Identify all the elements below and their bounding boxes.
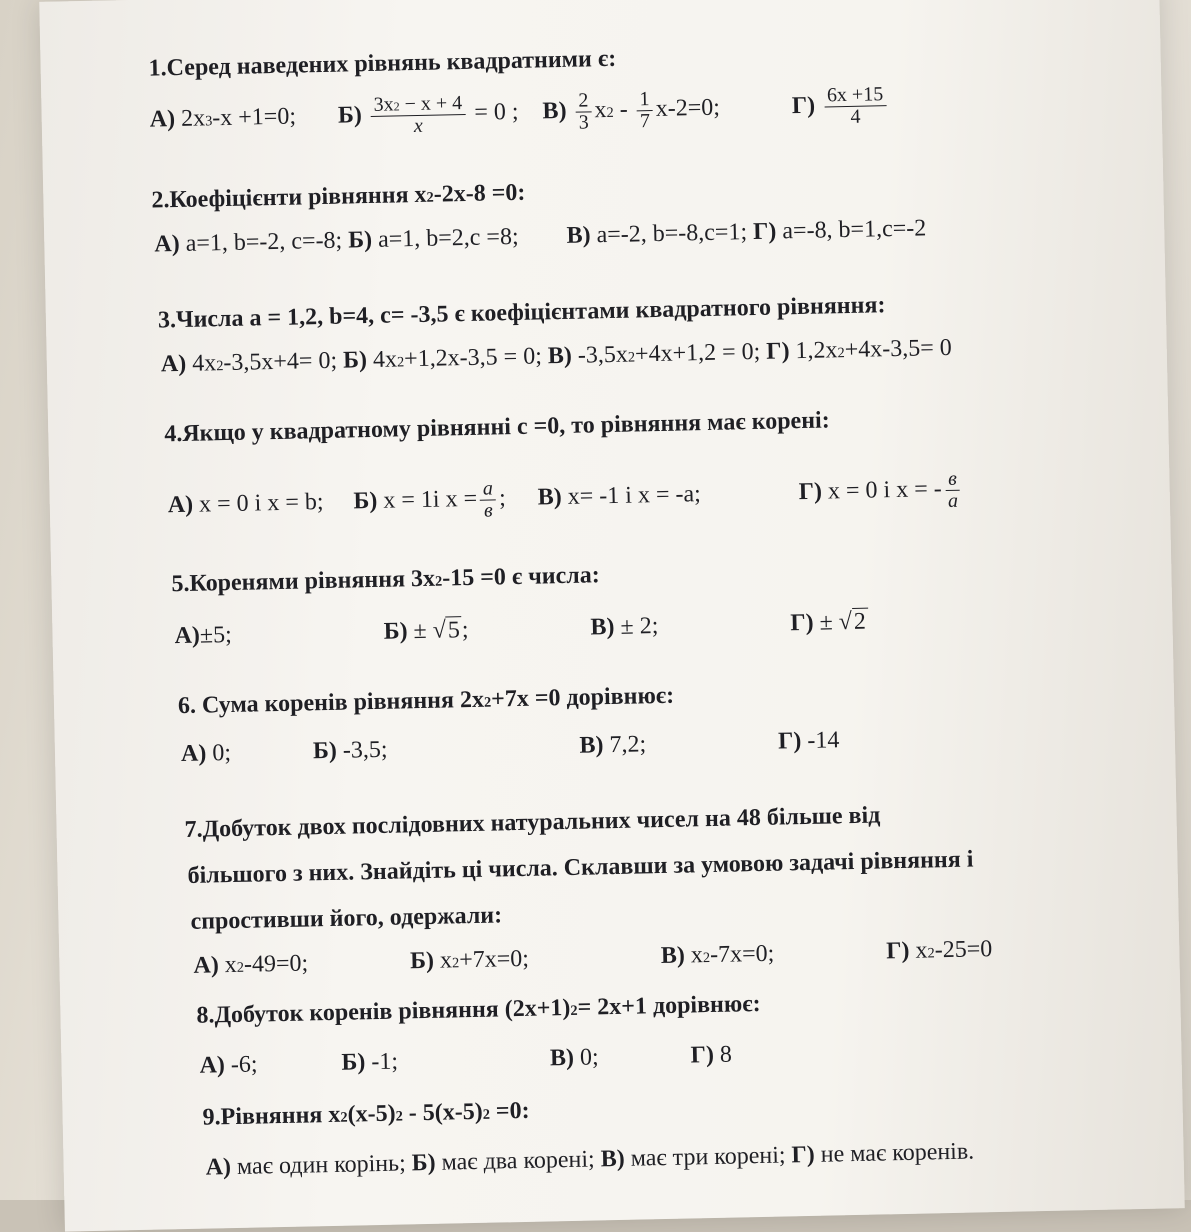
q5-option-a: ±5;	[199, 621, 232, 649]
q5-option-v: ± 2;	[620, 613, 659, 640]
q3-option-b: $4x^2+1,2x-3,5 = 0$;	[372, 343, 543, 373]
q6-options: А) 0; Б) -3,5; В) 7,2; Г) -14	[180, 727, 840, 768]
q4-option-v: x= -1 і x = -a;	[567, 481, 702, 510]
q5-option-b: ± √5;	[413, 617, 469, 645]
q7-line2: більшого з них. Знайдіть ці числа. Склавши за умовою задачі рівняння і	[187, 846, 974, 889]
q4-title: 4.Якщо у квадратному рівнянні c =0, то рівняння має корені:	[164, 407, 830, 448]
q1-title: 1.Серед наведених рівнянь квадратними є:	[148, 45, 617, 82]
q4-options: А) x = 0 і x = b; Б) x = 1і x = $\frac{a}{в}$ ; В) x= -1 і x = -a; Г) x = 0 і x = - $\frac{в}{a}$	[167, 469, 964, 529]
q6-option-g: -14	[807, 727, 840, 754]
q8-option-g: 8	[719, 1041, 733, 1068]
q1-options: А) $2x^3-x +1=0$; Б) $\frac{3x^2 - x + 4}{x}$ = 0 ; В) $\frac{2}{3}$ $x^2$ - $\frac{1}{7}$ x-2=0; Г) $\frac{6x +15}{4}$	[149, 84, 890, 142]
q2-option-g: a=-8, b=1,c=-2	[782, 215, 927, 245]
q7-line1: 7.Добуток двох послідовних натуральних чисел на 48 більше від	[184, 802, 881, 843]
q9-option-a: має один корінь;	[236, 1150, 407, 1180]
q7-option-g: $x^2-25=0$	[915, 936, 993, 964]
q8-option-b: -1;	[371, 1048, 399, 1076]
q2-title: 2.Коефіцієнти рівняння $x^2-2x-8 =0$:	[151, 179, 526, 214]
q4-option-a: x = 0 і x = b;	[198, 489, 324, 518]
q9-title: 9.Рівняння $x^2(x-5)^2 - 5(x-5)^2 =0$:	[202, 1097, 530, 1131]
q4-option-b: x = 1і x = $\frac{a}{в}$ ;	[383, 477, 507, 522]
q1-option-v: $\frac{2}{3}$ $x^2$ - $\frac{1}{7}$ x-2=0;	[572, 95, 726, 124]
q3-title: 3.Числа a = 1,2, b=4, c= -3,5 є коефіцієнтами квадратного рівняння:	[157, 292, 886, 334]
q7-option-a: $x^2-49=0$;	[224, 950, 309, 979]
q1-option-b: $\frac{3x^2 - x + 4}{x}$ = 0 ;	[368, 99, 525, 128]
q2-options: А) a=1, b=-2, c=-8; Б) a=1, b=2,c =8; В) a=-2, b=-8,c=1; Г) a=-8, b=1,c=-2	[154, 215, 927, 258]
worksheet-paper	[39, 0, 1185, 1232]
q7-options: А) $x^2-49=0$; Б) $x^2+7x=0$; В) $x^2-7x=0$; Г) $x^2-25=0$	[193, 936, 993, 979]
q6-option-b: -3,5;	[342, 736, 388, 764]
q5-title: 5.Коренями рівняння $3x^2-15 =0$ є числа:	[171, 562, 600, 598]
q6-option-a: 0;	[212, 740, 232, 767]
q9-options: А) має один корінь; Б) має два корені; В) має три корені; Г) не має коренів.	[205, 1138, 975, 1181]
q8-option-a: -6;	[230, 1051, 258, 1079]
q9-option-b: має два корені;	[441, 1146, 595, 1176]
q1-option-a: $2x^3-x +1=0$;	[180, 103, 297, 132]
q3-option-v: $-3,5x^2+4x+1,2 = 0$;	[577, 338, 761, 369]
q8-options: А) -6; Б) -1; В) 0; Г) 8	[199, 1041, 733, 1079]
q7-option-b: $x^2+7x=0$;	[439, 945, 530, 974]
q2-option-a: a=1, b=-2, c=-8;	[185, 227, 343, 257]
q6-title: 6. Сума коренів рівняння $2x^2+7x =0$ дорівнює:	[177, 682, 675, 720]
q7-option-v: $x^2-7x=0$;	[690, 940, 775, 969]
q3-options: А) $4x^2-3,5x+4= 0$; Б) $4x^2+1,2x-3,5 = 0$; В) $-3,5x^2+4x+1,2 = 0$; Г) $1,2x^2+4x-3,5= 0$	[160, 334, 953, 378]
q5-options: А)±5; Б) ± √5; В) ± 2; Г) ± √2	[174, 608, 867, 650]
q7-line3: спростивши його, одержали:	[190, 902, 503, 935]
q9-option-g: не має коренів.	[820, 1138, 975, 1168]
q1-option-g: $\frac{6x +15}{4}$	[821, 91, 890, 118]
q8-option-v: 0;	[579, 1044, 599, 1071]
q2-option-b: a=1, b=2,c =8;	[377, 223, 519, 253]
q5-option-g: ± √2	[819, 608, 867, 636]
q4-option-g: x = 0 і x = - $\frac{в}{a}$	[827, 467, 959, 512]
q3-option-g: $1,2x^2+4x-3,5= 0$	[795, 334, 953, 365]
q2-option-v: a=-2, b=-8,c=1;	[596, 219, 748, 249]
q8-title: 8.Добуток коренів рівняння $(2x+1)^2= 2x+1$ дорівнює:	[196, 990, 761, 1029]
q9-option-v: має три корені;	[630, 1142, 786, 1172]
q3-option-a: $4x^2-3,5x+4= 0$;	[191, 347, 338, 377]
q6-option-v: 7,2;	[609, 731, 647, 759]
